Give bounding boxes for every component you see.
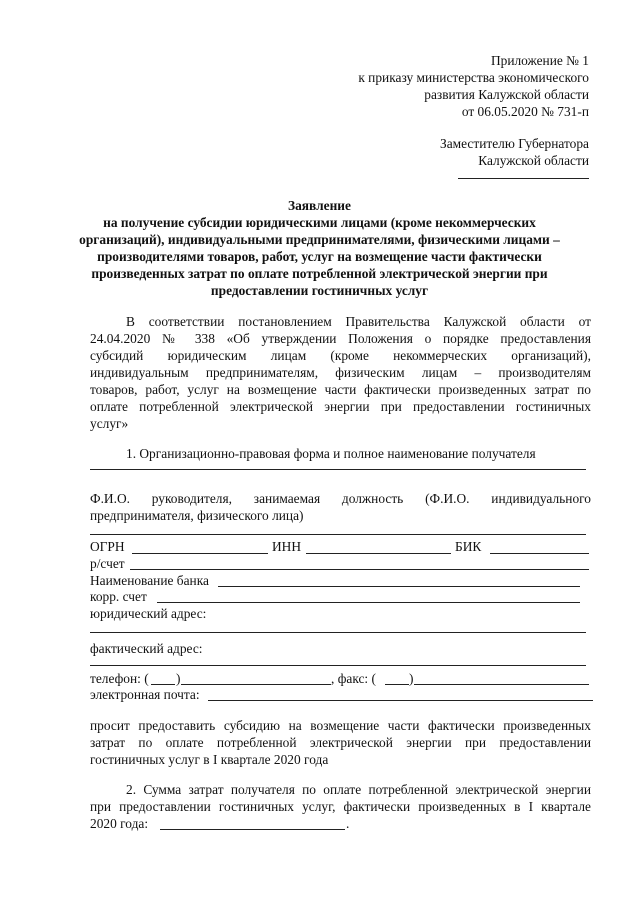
org-name-line[interactable] bbox=[90, 469, 586, 470]
section1-label: 1. Организационно-правовая форма и полное наименование получателя bbox=[126, 446, 536, 461]
phone-paren: ) bbox=[176, 671, 181, 686]
ogrn-label: ОГРН bbox=[90, 539, 125, 554]
intro-line: В соответствии постановлением Правительства Калужской области от bbox=[126, 314, 591, 329]
order-reference: к приказу министерства экономического bbox=[358, 70, 589, 85]
appendix-label: Приложение № 1 bbox=[490, 53, 589, 68]
director-label: Ф.И.О. руководителя, занимаемая должность (Ф.И.О. индивидуального bbox=[90, 491, 591, 506]
request-line: просит предоставить субсидию на возмещение части фактически произведенных bbox=[90, 718, 591, 733]
order-date-number: от 06.05.2020 № 731-п bbox=[461, 104, 589, 119]
intro-line: 24.04.2020 № 338 «Об утверждении Положения о порядке предоставления bbox=[90, 331, 591, 346]
title-line: организаций), индивидуальными предпринимателями, физическими лицами – bbox=[79, 232, 560, 247]
section2-line: 2. Сумма затрат получателя по оплате потребленной электрической энергии bbox=[126, 782, 591, 797]
ministry-name: развития Калужской области bbox=[424, 87, 589, 102]
account-label: р/счет bbox=[90, 556, 125, 571]
account-field[interactable] bbox=[130, 569, 589, 570]
director-label: предпринимателя, физического лица) bbox=[90, 508, 304, 523]
legal-address-label: юридический адрес: bbox=[90, 606, 207, 621]
section2-line: 2020 года: bbox=[90, 816, 149, 831]
email-field[interactable] bbox=[208, 700, 593, 701]
bik-field[interactable] bbox=[490, 553, 589, 554]
title-line: на получение субсидии юридическими лицами (кроме некоммерческих bbox=[103, 215, 536, 230]
bik-label: БИК bbox=[455, 539, 482, 554]
legal-address-field[interactable] bbox=[90, 632, 586, 633]
actual-address-label: фактический адрес: bbox=[90, 641, 203, 656]
addressee-position: Заместителю Губернатора bbox=[440, 136, 589, 151]
request-line: затрат по оплате потребленной электрической энергии при предоставлении bbox=[90, 735, 591, 750]
ogrn-field[interactable] bbox=[132, 553, 268, 554]
corr-account-field[interactable] bbox=[157, 602, 580, 603]
email-label: электронная почта: bbox=[90, 687, 200, 702]
director-line[interactable] bbox=[90, 534, 586, 535]
intro-line: услуг» bbox=[90, 416, 129, 431]
section2-end: . bbox=[346, 816, 350, 831]
section2-line: при предоставлении гостиничных услуг, фактически произведенных в I квартале bbox=[90, 799, 591, 814]
inn-label: ИНН bbox=[272, 539, 302, 554]
intro-line: товаров, работ, услуг на возмещение части фактически произведенных затрат по bbox=[90, 382, 591, 397]
intro-line: индивидуальным предпринимателям, физическим лицам – производителям bbox=[90, 365, 591, 380]
fax-number-field[interactable] bbox=[414, 684, 589, 685]
intro-line: оплате потребленной электрической энергии при предоставлении гостиничных bbox=[90, 399, 591, 414]
actual-address-field[interactable] bbox=[90, 665, 586, 666]
document-title: Заявление bbox=[288, 198, 351, 213]
fax-paren: ) bbox=[409, 671, 414, 686]
title-line: предоставлении гостиничных услуг bbox=[210, 283, 429, 298]
phone-code-field[interactable] bbox=[151, 684, 175, 685]
corr-account-label: корр. счет bbox=[90, 589, 147, 604]
addressee-region: Калужской области bbox=[478, 153, 589, 168]
amount-field[interactable] bbox=[160, 829, 345, 830]
fax-code-field[interactable] bbox=[385, 684, 409, 685]
bank-label: Наименование банка bbox=[90, 573, 209, 588]
inn-field[interactable] bbox=[306, 553, 451, 554]
phone-label: телефон: ( bbox=[90, 671, 149, 686]
fax-label: , факс: ( bbox=[331, 671, 376, 686]
title-line: произведенных затрат по оплате потребленной электрической энергии при bbox=[91, 266, 548, 281]
intro-line: субсидий юридическим лицам (кроме некоммерческих организаций), bbox=[90, 348, 591, 363]
bank-field[interactable] bbox=[218, 586, 580, 587]
phone-number-field[interactable] bbox=[181, 684, 331, 685]
request-line: гостиничных услуг в I квартале 2020 года bbox=[90, 752, 329, 767]
title-line: производителями товаров, работ, услуг на возмещение части фактически bbox=[97, 249, 542, 264]
addressee-name-line[interactable] bbox=[458, 178, 589, 179]
